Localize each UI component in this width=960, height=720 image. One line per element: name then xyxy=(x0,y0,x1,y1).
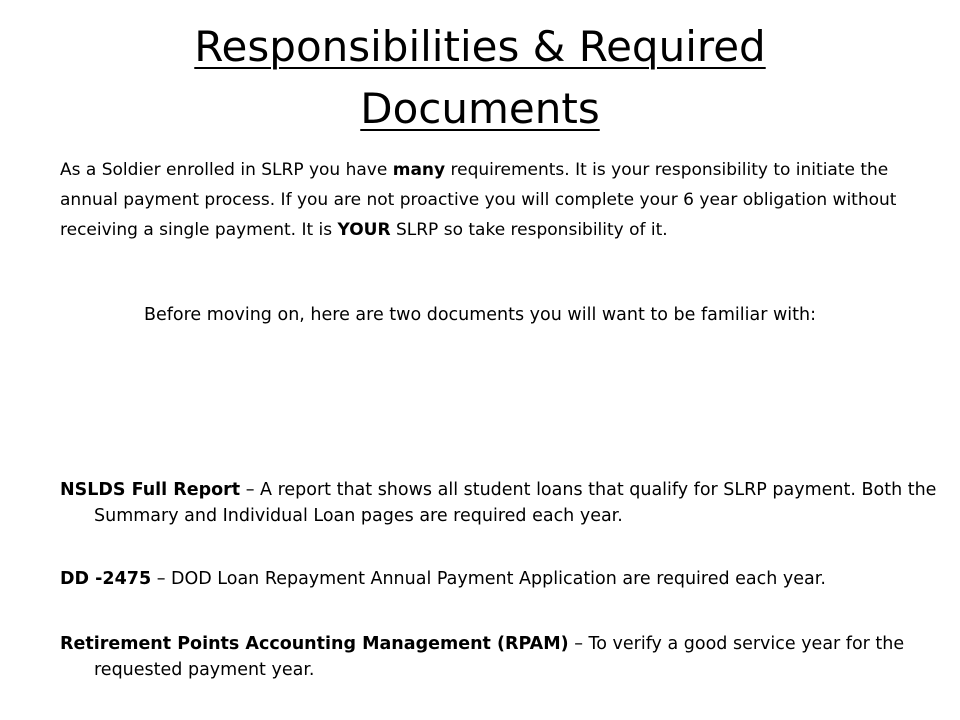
document-separator: – xyxy=(568,634,589,654)
document-name: NSLDS Full Report xyxy=(60,480,241,500)
document-separator: – xyxy=(240,480,261,500)
document-name: Retirement Points Accounting Management (RPAM) xyxy=(60,634,569,654)
intro-paragraph xyxy=(60,155,910,245)
document-description: To verify a good service year for the requested payment year. xyxy=(94,634,905,680)
intro-emphasis-many: many xyxy=(392,160,446,180)
intro-text-part1: As a Soldier enrolled in SLRP you have xyxy=(60,160,393,180)
document-description: DOD Loan Repayment Annual Payment Application are required each year. xyxy=(171,569,826,589)
intro-text-part2: requirements. It is your responsibility to initiate the annual payment process. If you are not proactive you will complete your 6 year obligation without receiving a single payment. It is xyxy=(60,160,897,240)
lead-sentence: Before moving on, here are two documents you will want to be familiar with: xyxy=(143,305,817,325)
page-title-line1: Responsibilities & Required xyxy=(194,22,766,71)
document-separator: – xyxy=(151,569,172,589)
document-item-dd2475 xyxy=(60,566,944,592)
intro-text-part3: SLRP so take responsibility of it. xyxy=(390,220,668,240)
page-title xyxy=(100,16,860,140)
document-item-rpam xyxy=(60,631,944,683)
intro-emphasis-your: YOUR xyxy=(337,220,391,240)
document-name: DD -2475 xyxy=(60,569,152,589)
document-description: A report that shows all student loans that qualify for SLRP payment. Both the Summary and Individual Loan pages are required each year. xyxy=(94,480,937,526)
page-title-line2: Documents xyxy=(360,84,600,133)
document-item-nslds xyxy=(60,477,944,529)
